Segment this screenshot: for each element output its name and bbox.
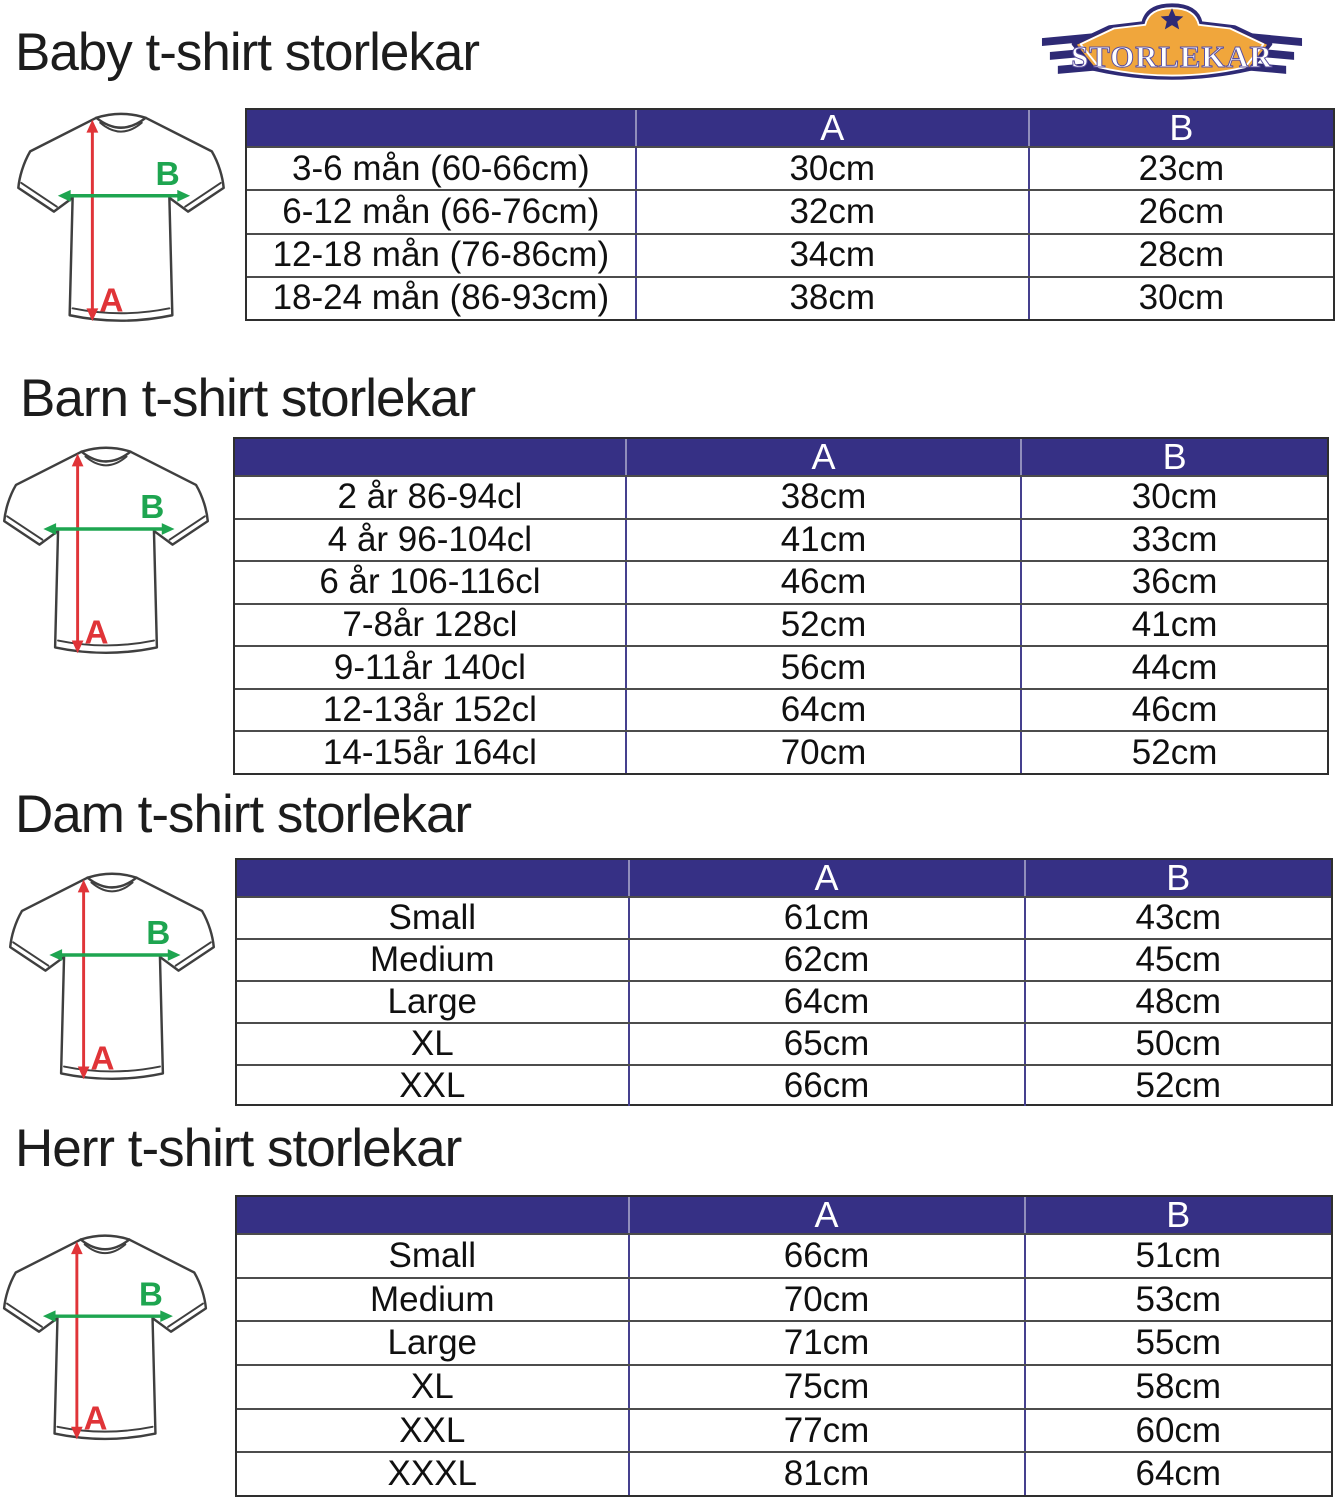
table-row (237, 1022, 1331, 1064)
size-table-baby (245, 108, 1335, 321)
header-a-cell: A (628, 860, 1024, 896)
cell-size-label: 3-6 mån (60-66cm) (292, 148, 590, 188)
cell-measure-b: 46cm (1020, 690, 1327, 731)
size-table-dam (235, 858, 1333, 1106)
cell-size-label: 6 år 106-116cl (319, 562, 541, 602)
cell-measure-a: 70cm (628, 1279, 1024, 1321)
cell-size-label: Small (388, 898, 477, 937)
cell-measure-b: 53cm (1024, 1279, 1331, 1321)
cell-measure-b: 44cm (1020, 647, 1327, 688)
cell-measure-a: 75cm (628, 1366, 1024, 1408)
table-row (237, 1320, 1331, 1364)
cell-measure-b: 41cm (1020, 605, 1327, 646)
cell-measure-b: 33cm (1020, 520, 1327, 561)
table-row (237, 896, 1331, 938)
cell-measure-a: 38cm (625, 477, 1020, 518)
cell-measure-a: 65cm (628, 1024, 1024, 1064)
table-header (247, 107, 1333, 148)
table-body (247, 146, 1333, 319)
table-row (237, 980, 1331, 1022)
cell-measure-a: 77cm (628, 1410, 1024, 1452)
cell-measure-a: 64cm (625, 690, 1020, 731)
cell-size-label: 14-15år 164cl (322, 732, 537, 772)
header-b-cell: B (1024, 1197, 1331, 1233)
table-row (235, 688, 1327, 731)
cell-size-label: 12-18 mån (76-86cm) (272, 235, 610, 275)
table-row (235, 730, 1327, 773)
header-size-cell (237, 1197, 628, 1233)
cell-size-label: Medium (370, 940, 495, 979)
cell-measure-b: 52cm (1024, 1066, 1331, 1106)
table-row (237, 1233, 1331, 1277)
cell-size-label: XXL (399, 1410, 466, 1450)
cell-measure-a: 61cm (628, 898, 1024, 938)
table-header (237, 857, 1331, 898)
cell-measure-b: 43cm (1024, 898, 1331, 938)
cell-size-label: 2 år 86-94cl (337, 477, 523, 517)
cell-measure-b: 23cm (1028, 148, 1333, 189)
cell-measure-a: 46cm (625, 562, 1020, 603)
header-size-cell (235, 439, 625, 475)
cell-measure-b: 55cm (1024, 1322, 1331, 1364)
cell-measure-b: 51cm (1024, 1235, 1331, 1277)
cell-measure-b: 48cm (1024, 982, 1331, 1022)
cell-size-label: XXL (399, 1066, 466, 1105)
cell-measure-a: 64cm (628, 982, 1024, 1022)
table-header (235, 436, 1327, 477)
table-row (237, 1364, 1331, 1408)
table-row (247, 146, 1333, 189)
tshirt-diagram (6, 102, 236, 334)
tshirt-diagram (0, 436, 220, 666)
cell-measure-a: 41cm (625, 520, 1020, 561)
cell-size-label: Large (387, 982, 478, 1021)
header-a-cell: A (625, 439, 1020, 475)
cell-measure-b: 52cm (1020, 732, 1327, 773)
cell-measure-a: 56cm (625, 647, 1020, 688)
cell-size-label: 7-8år 128cl (342, 605, 518, 645)
cell-measure-a: 52cm (625, 605, 1020, 646)
cell-measure-b: 30cm (1028, 278, 1333, 319)
cell-measure-a: 34cm (635, 235, 1028, 276)
cell-size-label: 4 år 96-104cl (327, 519, 533, 559)
cell-measure-b: 60cm (1024, 1410, 1331, 1452)
cell-size-label: 9-11år 140cl (333, 647, 526, 687)
table-row (237, 1451, 1331, 1495)
storlekar-logo (1038, 2, 1306, 98)
table-row (235, 518, 1327, 561)
cell-measure-a: 66cm (628, 1235, 1024, 1277)
cell-measure-a: 38cm (635, 278, 1028, 319)
tshirt-diagram (0, 1224, 218, 1452)
cell-size-label: XL (410, 1366, 454, 1406)
section-title-herr: Herr t-shirt storlekar (15, 1119, 462, 1178)
cell-size-label: XL (410, 1024, 454, 1063)
cell-measure-b: 58cm (1024, 1366, 1331, 1408)
cell-measure-b: 50cm (1024, 1024, 1331, 1064)
header-b-cell: B (1028, 110, 1333, 146)
cell-size-label: 18-24 mån (86-93cm) (272, 278, 610, 318)
table-row (247, 276, 1333, 319)
cell-measure-a: 66cm (628, 1066, 1024, 1106)
cell-measure-a: 70cm (625, 732, 1020, 773)
cell-measure-a: 62cm (628, 940, 1024, 980)
cell-measure-a: 32cm (635, 191, 1028, 232)
cell-measure-a: 81cm (628, 1453, 1024, 1495)
cell-size-label: XXXL (387, 1454, 478, 1494)
size-table-barn (233, 437, 1329, 775)
header-a-cell: A (635, 110, 1028, 146)
table-row (235, 603, 1327, 646)
cell-measure-b: 26cm (1028, 191, 1333, 232)
cell-size-label: 12-13år 152cl (322, 690, 537, 730)
cell-size-label: Small (388, 1235, 477, 1275)
table-row (237, 938, 1331, 980)
table-row (237, 1408, 1331, 1452)
table-body (237, 896, 1331, 1106)
section-title-dam: Dam t-shirt storlekar (15, 785, 472, 844)
table-row (237, 1277, 1331, 1321)
cell-size-label: Large (387, 1323, 478, 1363)
logo-text: STORLEKAR (1071, 39, 1273, 74)
table-row (235, 645, 1327, 688)
table-row (235, 475, 1327, 518)
table-row (235, 560, 1327, 603)
cell-measure-b: 45cm (1024, 940, 1331, 980)
cell-measure-a: 71cm (628, 1322, 1024, 1364)
header-b-cell: B (1024, 860, 1331, 896)
header-b-cell: B (1020, 439, 1327, 475)
cell-measure-b: 30cm (1020, 477, 1327, 518)
section-title-barn: Barn t-shirt storlekar (20, 369, 476, 428)
cell-measure-a: 30cm (635, 148, 1028, 189)
header-a-cell: A (628, 1197, 1024, 1233)
table-row (247, 233, 1333, 276)
table-header (237, 1194, 1331, 1235)
tshirt-diagram (0, 862, 226, 1092)
cell-size-label: 6-12 mån (66-76cm) (282, 191, 600, 231)
header-size-cell (237, 860, 628, 896)
table-body (237, 1233, 1331, 1495)
size-table-herr (235, 1195, 1333, 1497)
section-title-baby: Baby t-shirt storlekar (15, 23, 479, 82)
cell-measure-b: 28cm (1028, 235, 1333, 276)
header-size-cell (247, 110, 635, 146)
table-row (247, 189, 1333, 232)
cell-measure-b: 36cm (1020, 562, 1327, 603)
table-row (237, 1064, 1331, 1106)
cell-measure-b: 64cm (1024, 1453, 1331, 1495)
table-body (235, 475, 1327, 773)
cell-size-label: Medium (370, 1279, 495, 1319)
